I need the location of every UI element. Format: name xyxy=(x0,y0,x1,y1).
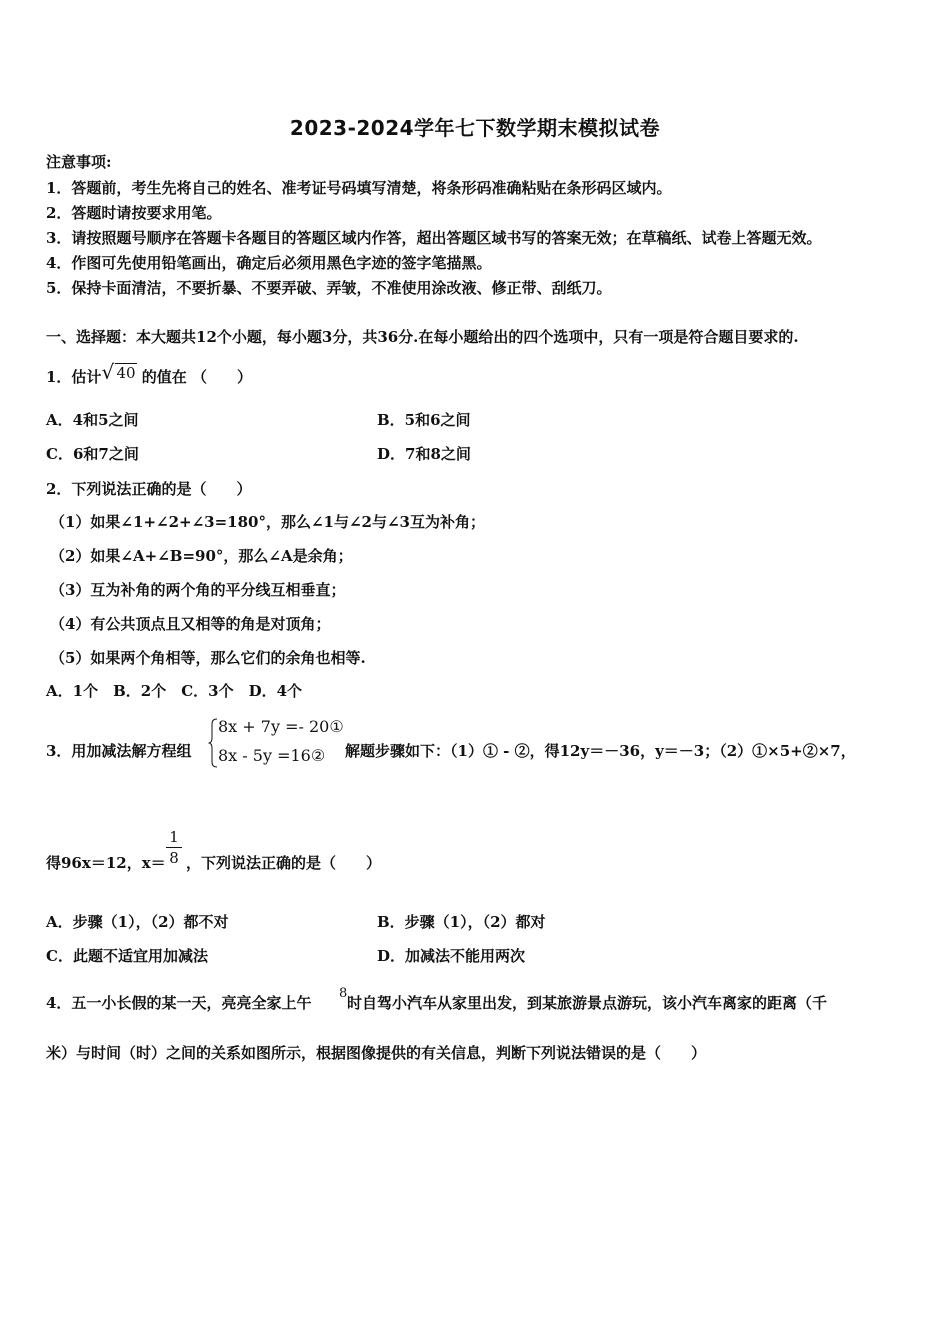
q3-prefix: 3．用加减法解方程组 xyxy=(46,742,192,760)
sqrt-icon: √ xyxy=(101,360,115,384)
q1-option-d: D．7和8之间 xyxy=(377,445,471,463)
fraction-numerator: 1 xyxy=(169,828,179,846)
notice-item-2: 2．答题时请按要求用笔。 xyxy=(46,204,222,222)
q4-line1-a: 4．五一小长假的某一天，亮亮全家上午 xyxy=(46,994,312,1012)
q1-option-c: C．6和7之间 xyxy=(46,445,139,463)
q3-option-b: B．步骤（1），（2）都对 xyxy=(377,913,546,931)
q3-line2-prefix: 得96x＝12，x＝ xyxy=(46,854,166,872)
notice-heading: 注意事项: xyxy=(46,153,112,171)
fraction-one-eighth xyxy=(166,828,182,867)
q3-option-d: D．加减法不能用两次 xyxy=(377,947,526,965)
q4-line1-b: 时自驾小汽车从家里出发，到某旅游景点游玩，该小汽车离家的距离（千 xyxy=(347,994,828,1012)
question-1 xyxy=(46,360,252,387)
q1-prefix: 1．估计 xyxy=(46,368,102,386)
q1-suffix: 的值在 （ ） xyxy=(141,368,252,386)
sqrt-expression xyxy=(101,360,136,384)
q2-statement-2: （2）如果∠A+∠B=90°，那么∠A是余角； xyxy=(50,547,353,565)
brace-icon xyxy=(208,718,218,768)
q3-option-a: A．步骤（1），（2）都不对 xyxy=(46,913,229,931)
fraction-bar xyxy=(166,847,182,848)
q3-line2-suffix: ，下列说法正确的是（ ） xyxy=(186,854,382,872)
q3-option-c: C．此题不适宜用加减法 xyxy=(46,947,208,965)
q1-option-a: A．4和5之间 xyxy=(46,411,139,429)
q3-steps: 解题步骤如下：（1）① - ②，得12y＝－36，y＝－3；（2）①×5+②×7， xyxy=(345,742,856,760)
fraction-denominator: 8 xyxy=(169,849,179,867)
question-2-stem: 2．下列说法正确的是（ ） xyxy=(46,480,252,498)
q1-option-b: B．5和6之间 xyxy=(377,411,471,429)
equation-2: 8x - 5y =16② xyxy=(218,746,326,765)
q2-statement-5: （5）如果两个角相等，那么它们的余角也相等. xyxy=(50,649,366,667)
sqrt-radicand: 40 xyxy=(116,364,136,382)
q4-line2: 米）与时间（时）之间的关系如图所示，根据图像提供的有关信息，判断下列说法错误的是（ ） xyxy=(46,1044,707,1062)
notice-item-4: 4．作图可先使用铅笔画出，确定后必须用黑色字迹的签字笔描黑。 xyxy=(46,254,492,272)
notice-item-3: 3．请按照题号顺序在答题卡各题目的答题区域内作答，超出答题区域书写的答案无效；在草稿纸、试卷上答题无效。 xyxy=(46,229,822,247)
q2-statement-3: （3）互为补角的两个角的平分线互相垂直； xyxy=(50,581,346,599)
page-title: 2023-2024学年七下数学期末模拟试卷 xyxy=(289,116,661,140)
q4-superscript: 8 xyxy=(339,986,348,1001)
q2-options: A．1个 B．2个 C．3个 D．4个 xyxy=(46,682,303,700)
notice-item-5: 5．保持卡面清洁，不要折暴、不要弄破、弄皱，不准使用涂改液、修正带、刮纸刀。 xyxy=(46,279,612,297)
q2-statement-4: （4）有公共顶点且又相等的角是对顶角； xyxy=(50,615,331,633)
equation-1: 8x + 7y =- 20① xyxy=(218,717,344,736)
q2-statement-1: （1）如果∠1+∠2+∠3=180°，那么∠1与∠2与∠3互为补角； xyxy=(50,513,485,531)
notice-item-1: 1．答题前，考生先将自己的姓名、准考证号码填写清楚，将条形码准确粘贴在条形码区域内。 xyxy=(46,179,672,197)
section-heading: 一、选择题：本大题共12个小题，每小题3分，共36分.在每小题给出的四个选项中，只有一项是符合题目要求的. xyxy=(46,328,799,346)
